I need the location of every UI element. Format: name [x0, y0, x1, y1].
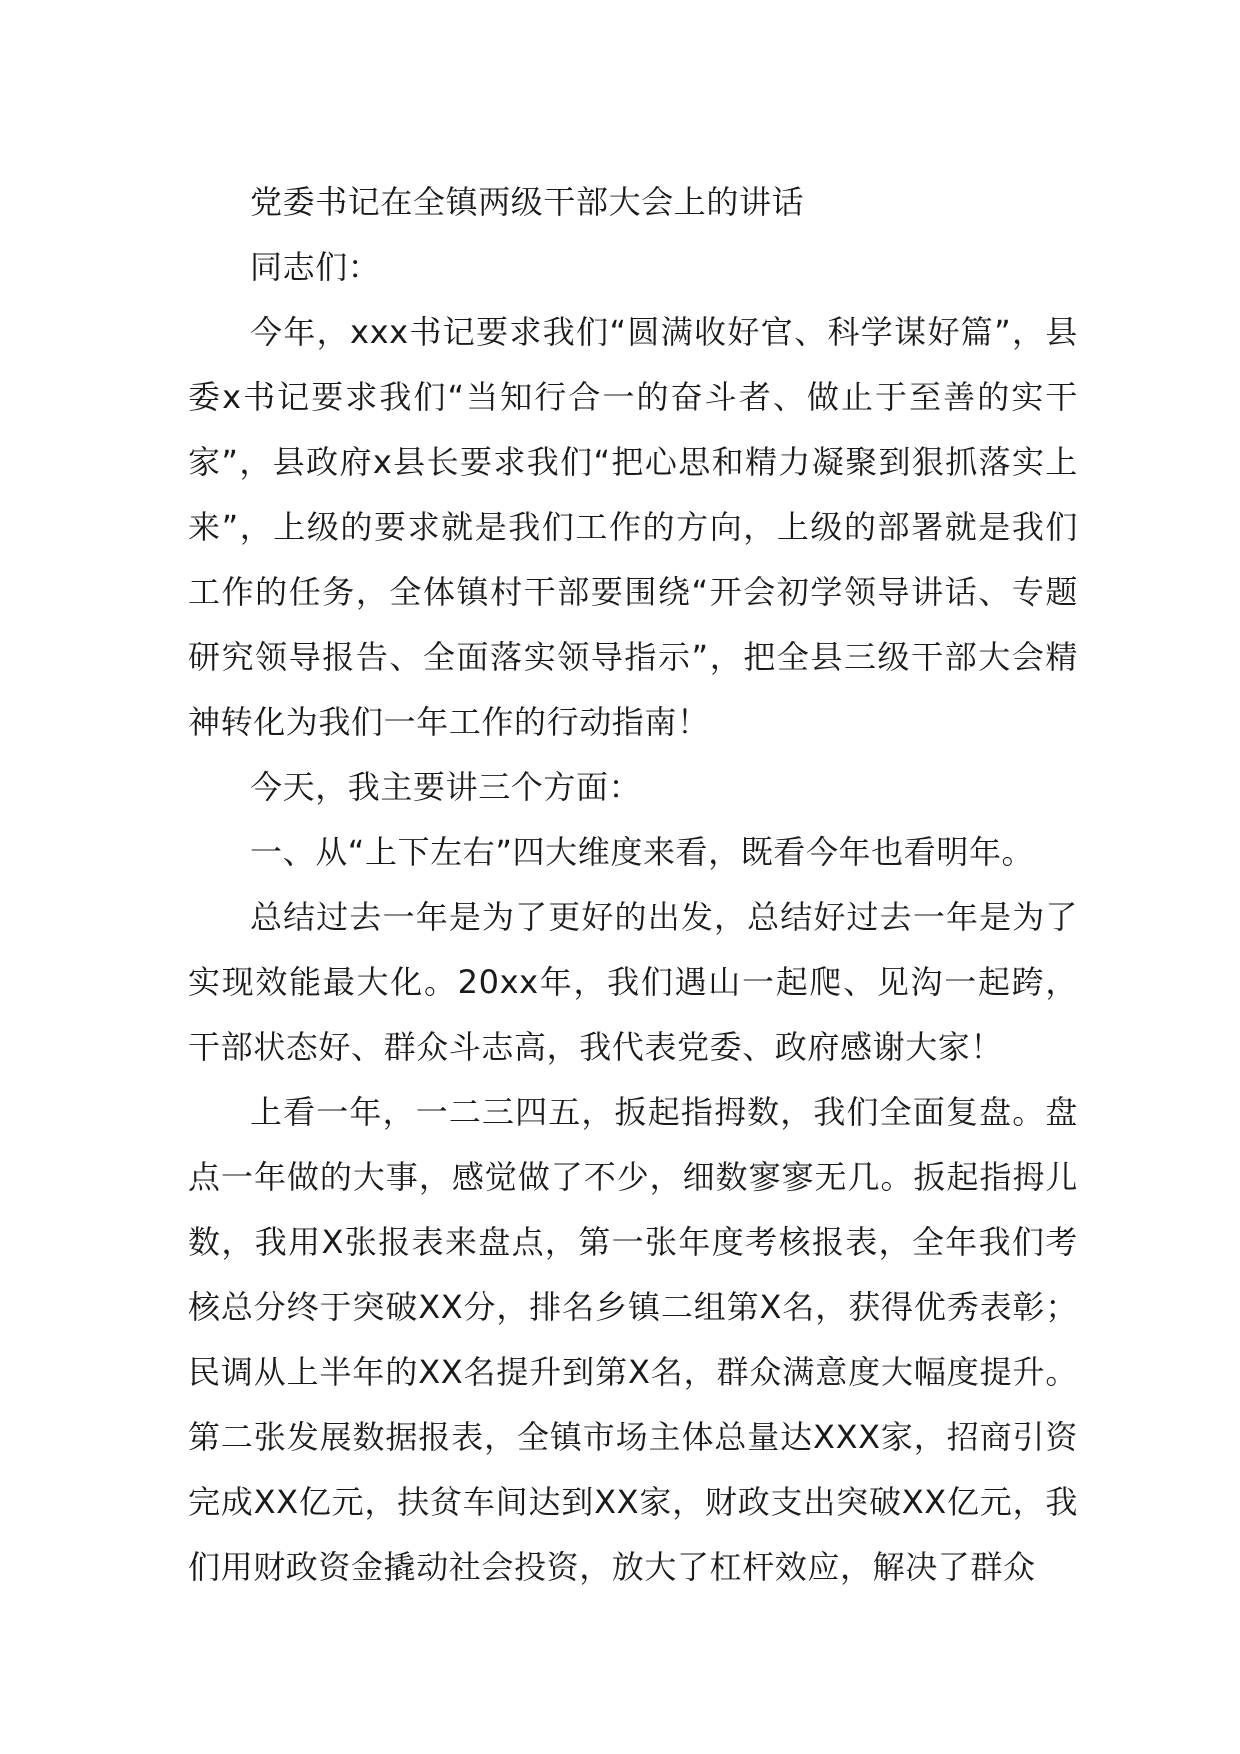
- document-body: [188, 170, 1078, 1600]
- section-heading-one: 一、从“上下左右”四大维度来看，既看今年也看明年。: [250, 833, 1035, 871]
- document-title: 党委书记在全镇两级干部大会上的讲话: [250, 183, 805, 221]
- paragraph-summary: 总结过去一年是为了更好的出发，总结好过去一年是为了实现效能最大化。20xx年，我们遇山一起爬、见沟一起跨，干部状态好、群众斗志高，我代表党委、政府感谢大家！: [188, 898, 1078, 1066]
- paragraph-intro: 今年，xxx书记要求我们“圆满收好官、科学谋好篇”，县委x书记要求我们“当知行合一的奋斗者、做止于至善的实干家”，县政府x县长要求我们“把心思和精力凝聚到狠抓落实上来”，上级的要求就是我们工作的方向，上级的部署就是我们工作的任务，全体镇村干部要围绕“开会初学领导讲话、专题研究领导报告、全面落实领导指示”，把全县三级干部大会精神转化为我们一年工作的行动指南！: [188, 313, 1078, 741]
- salutation: 同志们：: [250, 248, 381, 286]
- paragraph-review: 上看一年，一二三四五，扳起指拇数，我们全面复盘。盘点一年做的大事，感觉做了不少，细数寥寥无几。扳起指拇儿数，我用X张报表来盘点，第一张年度考核报表，全年我们考核总分终于突破XX分，排名乡镇二组第X名，获得优秀表彰；民调从上半年的XX名提升到第X名，群众满意度大幅度提升。第二张发展数据报表，全镇市场主体总量达XXX家，招商引资完成XX亿元，扶贫车间达到XX家，财政支出突破XX亿元，我们用财政资金撬动社会投资，放大了杠杆效应，解决了群众: [188, 1093, 1078, 1586]
- paragraph-outline: 今天，我主要讲三个方面：: [250, 768, 642, 806]
